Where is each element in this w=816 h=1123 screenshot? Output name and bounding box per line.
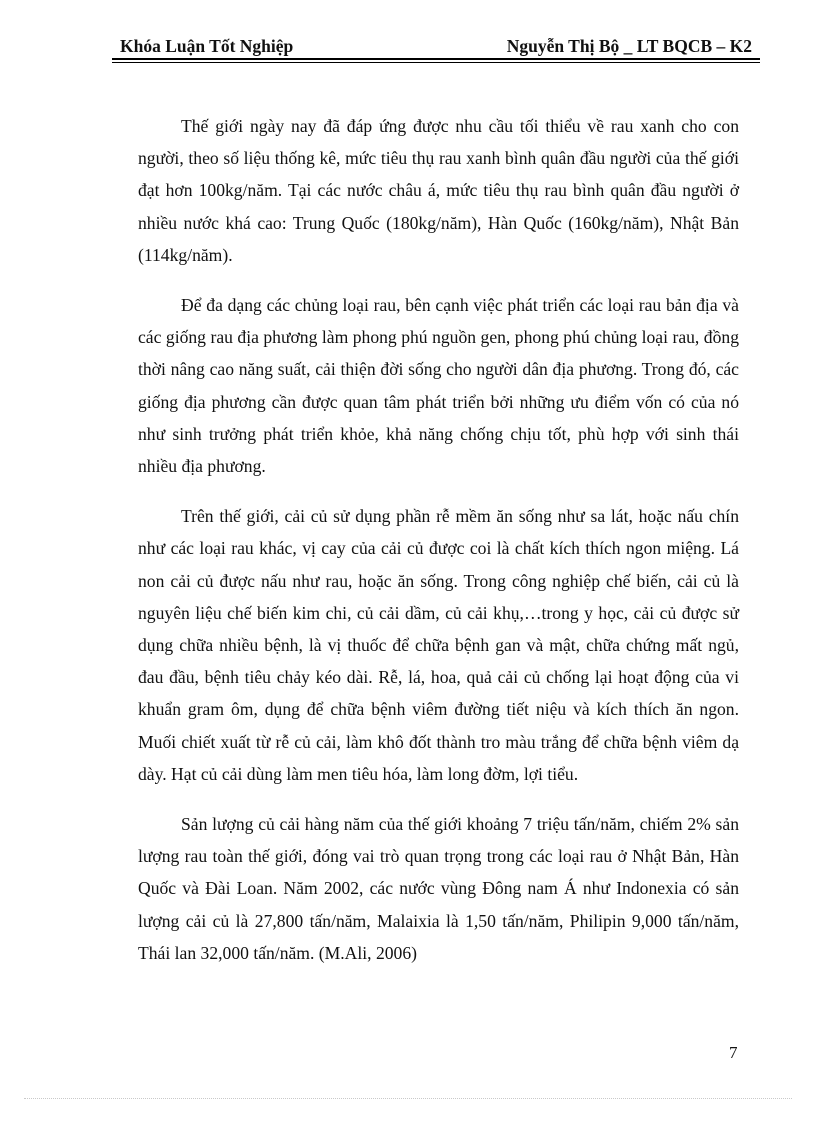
header-rule-thin (112, 62, 760, 63)
paragraph-radish-production: Sản lượng củ cải hàng năm của thế giới khoảng 7 triệu tấn/năm, chiếm 2% sản lượng rau toàn thế giới, đóng vai trò quan trọng trong các loại rau ở Nhật Bản, Hàn Quốc và Đài Loan. Năm 2002, các nước vùng Đông nam Á như Indonexia có sản lượng cải củ là 27,800 tấn/năm, Malaixia là 1,50 tấn/năm, Philipin 9,000 tấn/năm, Thái lan 32,000 tấn/năm. (M.Ali, 2006) (138, 814, 739, 963)
header-thesis-title: Khóa Luận Tốt Nghiệp (120, 36, 294, 56)
header-author: Nguyễn Thị Bộ _ LT BQCB – K2 (506, 36, 752, 56)
page-number: 7 (729, 1043, 738, 1062)
paragraph-vegetable-consumption: Thế giới ngày nay đã đáp ứng được nhu cầu tối thiểu về rau xanh cho con người, theo số liệu thống kê, mức tiêu thụ rau xanh bình quân đầu người của thế giới đạt hơn 100kg/năm. Tại các nước châu á, mức tiêu thụ rau bình quân đầu người ở nhiều nước khá cao: Trung Quốc (180kg/năm), Hàn Quốc (160kg/năm), Nhật Bản (114kg/năm). (138, 116, 739, 265)
page-header (112, 36, 760, 58)
paragraph-vegetable-diversity: Để đa dạng các chủng loại rau, bên cạnh việc phát triển các loại rau bản địa và các giống rau địa phương làm phong phú nguồn gen, phong phú chủng loại rau, đồng thời nâng cao năng suất, cải thiện đời sống cho người dân địa phương. Trong đó, các giống địa phương cần được quan tâm phát triển bởi những ưu điểm vốn có của nó như sinh trưởng phát triển khỏe, khả năng chống chịu tốt, phù hợp với sinh thái nhiều địa phương. (138, 295, 739, 477)
header-rule-thick (112, 58, 760, 60)
footer-divider (24, 1098, 792, 1099)
body-text (138, 110, 739, 987)
paragraph-radish-uses: Trên thế giới, cải củ sử dụng phần rễ mềm ăn sống như sa lát, hoặc nấu chín như các loại rau khác, vị cay của cải củ được coi là chất kích thích ngon miệng. Lá non cải củ được nấu như rau, hoặc ăn sống. Trong công nghiệp chế biến, cải củ là nguyên liệu chế biến kim chi, củ cải dầm, củ cải khụ,…trong y học, cải củ được sử dụng chữa nhiều bệnh, là vị thuốc để chữa bệnh gan và mật, chữa chứng mất ngủ, đau đầu, bệnh tiêu chảy kéo dài. Rễ, lá, hoa, quả cải củ chống lại hoạt động của vi khuẩn gram ôm, dụng để chữa bệnh viêm đường tiết niệu và kích thích ăn ngon. Muối chiết xuất từ rễ củ cải, làm khô đốt thành tro màu trắng để chữa bệnh viêm dạ dày. Hạt củ cải dùng làm men tiêu hóa, làm long đờm, lợi tiểu. (138, 506, 739, 784)
